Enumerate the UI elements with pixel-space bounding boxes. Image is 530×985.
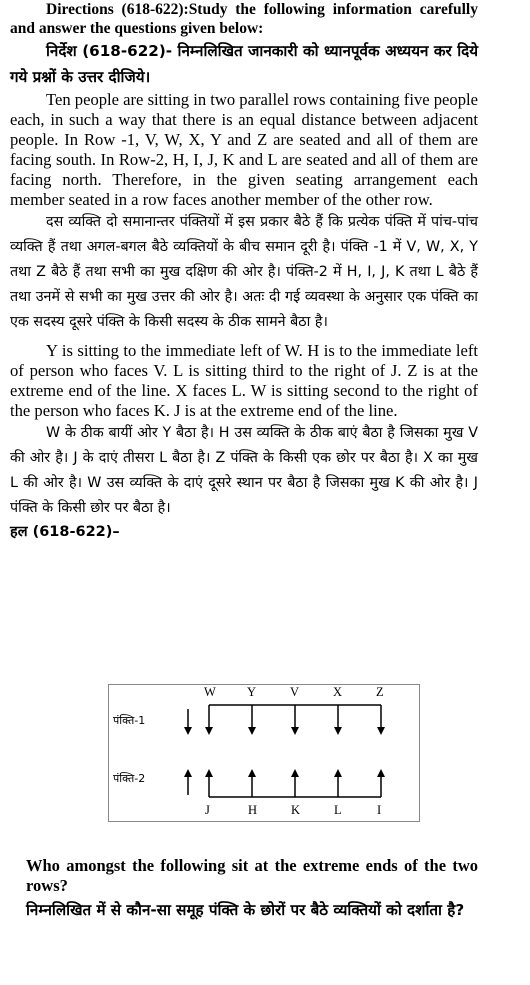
row-2-seat-arrow (291, 769, 299, 777)
row-2-seat-label: L (334, 803, 342, 817)
row-2-seat-arrow (377, 769, 385, 777)
paragraph-2-english: Y is sitting to the immediate left of W. H is to the immediate left of person who faces V. L is sitting third to the right of J. Z is at the extreme end of the line. X faces L. W is sitting second to the right of the person who faces K. J is at the extreme end of the line. (10, 341, 478, 420)
solution-label: हल (618-622)– (10, 524, 120, 540)
seating-diagram (108, 684, 420, 822)
row-2-seat-arrow (334, 769, 342, 777)
row-1-direction-arrow (184, 727, 192, 735)
paragraph-1-english: Ten people are sitting in two parallel rows containing five people each, in such a way that there is an equal distance between adjacent people. In Row -1, V, W, X, Y and Z are seated and all of them are facing south. In Row-2, H, I, J, K and L are seated and all of them are facing north. Therefore, in the given seating arrangement each member seated in a row faces another member of the other row. (10, 90, 478, 209)
row-2-seat-arrow (205, 769, 213, 777)
directions-english: Directions (618-622):Study the following information carefully and answer the questions given below: (10, 1, 478, 37)
document-page (10, 0, 478, 543)
row-1-seat-arrow (334, 727, 342, 735)
row-1-seat-label: W (204, 685, 216, 699)
question-block (10, 856, 478, 924)
question-english: Who amongst the following sit at the extreme ends of the two rows? (26, 856, 478, 895)
row-2-seat-label: H (248, 803, 258, 817)
row-1-label: पंक्ति-1 (113, 714, 146, 727)
paragraph-1-hindi: दस व्यक्ति दो समानान्तर पंक्तियों में इस प्रकार बैठे हैं कि प्रत्येक पंक्ति में पांच-पांच व्यक्ति हैं तथा अगल-बगल बैठे व्यक्तियों के बीच समान दूरी है। पंक्ति -1 में V, W, X, Y तथा Z बैठे हैं तथा सभी का मुख दक्षिण की ओर है। पंक्ति-2 में H, I, J, K तथा L बैठे हैं तथा उनमें से सभी का मुख उत्तर की ओर है। अतः दी गई व्यवस्था के अनुसार एक पंक्ति का एक सदस्य दूसरे पंक्ति के किसी सदस्य के ठीक सामने बैठा है। (10, 214, 478, 330)
paragraph-2-hindi: W के ठीक बायीं ओर Y बैठा है। H उस व्यक्ति के ठीक बाएं बैठा है जिसका मुख V की ओर है। J के दाएं तीसरा L बैठा है। Z पंक्ति के किसी एक छोर पर बैठा है। X का मुख L की ओर है। W उस व्यक्ति के दाएं दूसरे स्थान पर बैठा है जिसका मुख K की ओर है। J पंक्ति के किसी छोर पर बैठा है। (10, 425, 478, 516)
seating-diagram-lines (109, 685, 419, 821)
row-1-seat-label: V (290, 685, 300, 699)
row-1-seat-arrow (205, 727, 213, 735)
row-2-label: पंक्ति-2 (113, 772, 146, 785)
row-2-seat-arrow (248, 769, 256, 777)
row-1-seat-arrow (291, 727, 299, 735)
row-2-direction-arrow (184, 769, 192, 777)
directions-hindi: निर्देश (618-622)- निम्नलिखित जानकारी को ध्यानपूर्वक अध्ययन कर दिये गये प्रश्नों के उत्तर दीजिये। (10, 42, 478, 86)
row-2-seat-label: J (205, 803, 210, 817)
row-2-seat-label: K (291, 803, 301, 817)
row-1-seat-label: X (333, 685, 343, 699)
row-1-seat-label: Z (376, 685, 384, 699)
question-hindi: निम्नलिखित में से कौन-सा समूह पंक्ति के छोरों पर बैठे व्यक्तियों को दर्शाता है? (26, 901, 465, 919)
row-1-seat-arrow (248, 727, 256, 735)
row-2-seat-label: I (377, 803, 382, 817)
row-1-seat-arrow (377, 727, 385, 735)
row-1-seat-label: Y (247, 685, 257, 699)
